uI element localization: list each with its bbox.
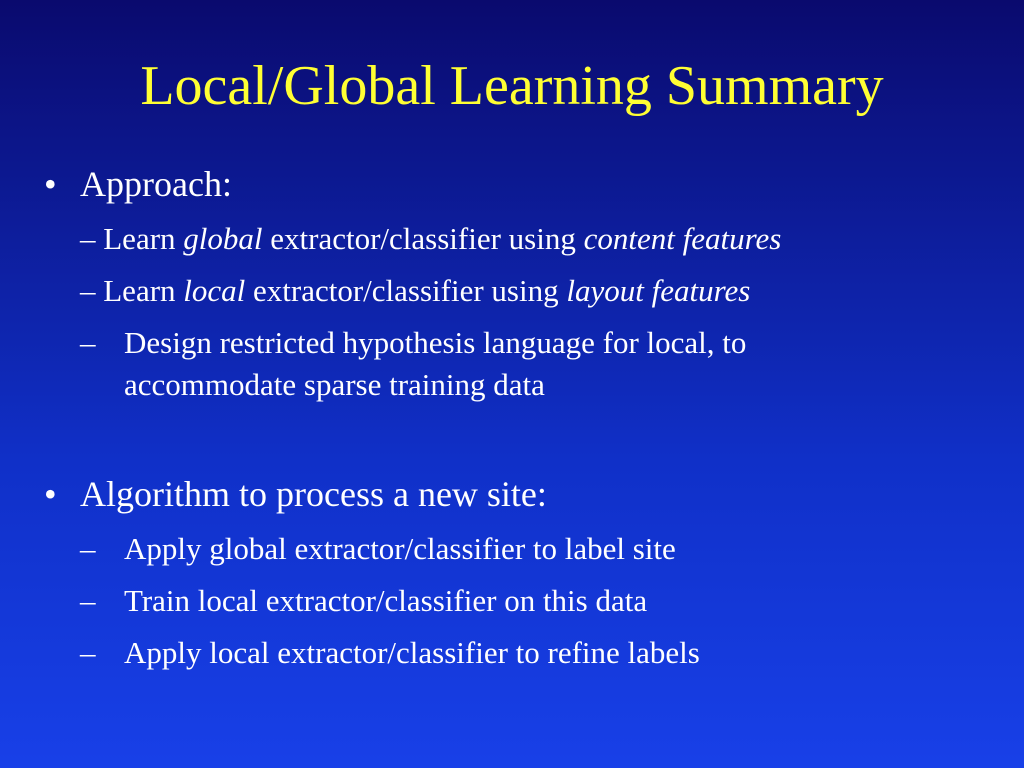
sub-item [80, 632, 1010, 674]
emphasis-text: local [183, 273, 246, 308]
sub-item-text [80, 270, 1010, 312]
slide-title: Local/Global Learning Summary [140, 55, 884, 117]
bullet-list [40, 160, 1010, 674]
sub-item [80, 580, 1010, 622]
emphasis-text: layout features [566, 273, 751, 308]
text-run: extractor/classifier using [262, 221, 584, 256]
emphasis-text: content features [583, 221, 782, 256]
text-run: extractor/classifier using [245, 273, 567, 308]
dash-marker: – [80, 583, 96, 618]
sub-item [80, 528, 1010, 570]
sub-list [80, 218, 1010, 406]
dash-marker: – [80, 325, 96, 360]
spacer [40, 406, 1010, 470]
sub-item-text: Apply global extractor/classifier to label site [124, 531, 676, 566]
sub-item [80, 270, 1010, 312]
bullet-text: Approach: [80, 164, 232, 204]
sub-list [80, 528, 1010, 674]
sub-item [80, 218, 1010, 260]
emphasis-text: global [183, 221, 263, 256]
sub-item-text: Design restricted hypothesis language for local, to accommodate sparse training data [124, 325, 747, 402]
dash-marker: – [80, 221, 96, 256]
sub-item-text [80, 218, 1010, 260]
text-run: Learn [103, 273, 184, 308]
bullet-marker: • [44, 164, 57, 204]
bullet-marker: • [44, 474, 57, 514]
sub-item [80, 322, 1010, 406]
text-run: Learn [103, 221, 184, 256]
bullet-algorithm [40, 470, 1010, 674]
dash-marker: – [80, 273, 96, 308]
bullet-approach [40, 160, 1010, 406]
bullet-text: Algorithm to process a new site: [80, 474, 547, 514]
dash-marker: – [80, 635, 96, 670]
sub-item-text: Train local extractor/classifier on this data [124, 583, 648, 618]
sub-item-text: Apply local extractor/classifier to refine labels [124, 635, 700, 670]
dash-marker: – [80, 531, 96, 566]
